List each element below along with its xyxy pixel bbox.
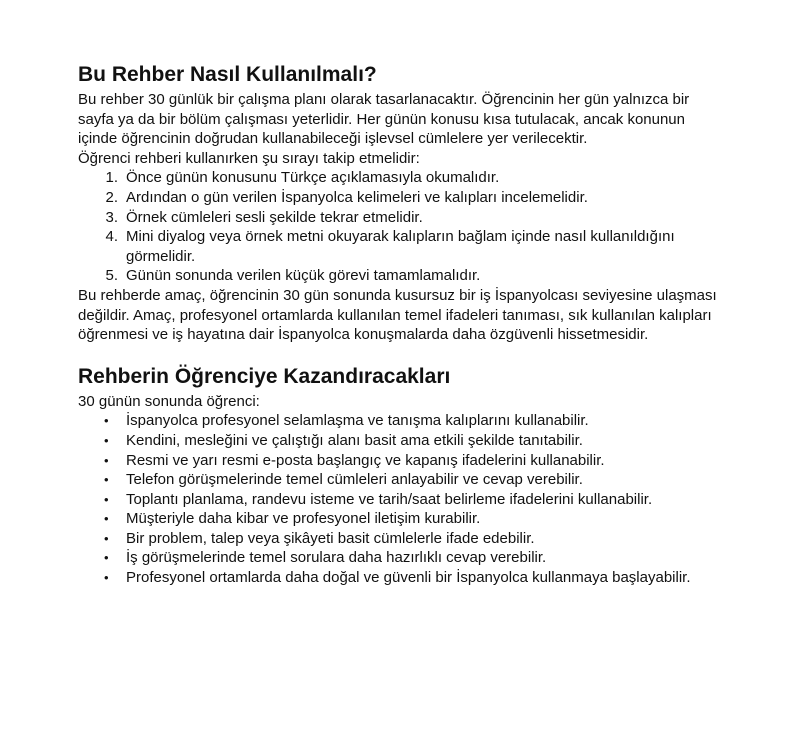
- benefit-text: Bir problem, talep veya şikâyeti basit cümlelerle ifade edebilir.: [126, 529, 535, 547]
- intro-paragraph: Bu rehber 30 günlük bir çalışma planı olarak tasarlanacaktır. Öğrencinin her gün yalnızca bir sayfa ya da bir bölüm çalışması yeterlidir. Her günün konusu kısa tutulacak, ancak konunun içinde öğrencinin doğrudan kullanabileceği işlevsel cümlelere yer verilecektir.: [78, 91, 690, 148]
- benefit-item: [78, 529, 718, 549]
- step-number: 2.: [105, 188, 118, 206]
- step-item: [78, 168, 718, 188]
- bullet-icon: •: [104, 432, 109, 448]
- document-page: [78, 60, 718, 588]
- step-text: Ardından o gün verilen İspanyolca kelimeleri ve kalıpları incelemelidir.: [126, 188, 588, 206]
- benefit-item: [78, 411, 718, 431]
- step-text: Önce günün konusunu Türkçe açıklamasıyla okumalıdır.: [126, 169, 500, 187]
- benefit-text: Müşteriyle daha kibar ve profesyonel iletişim kurabilir.: [126, 510, 481, 528]
- benefit-text: İspanyolca profesyonel selamlaşma ve tanışma kalıplarını kullanabilir.: [126, 412, 589, 430]
- steps-intro: Öğrenci rehberi kullanırken şu sırayı takip etmelidir:: [78, 149, 420, 167]
- benefit-item: [78, 470, 718, 490]
- step-number: 3.: [105, 208, 118, 226]
- step-text: Örnek cümleleri sesli şekilde tekrar etmelidir.: [126, 208, 423, 226]
- bullet-icon: •: [104, 413, 109, 429]
- bullet-icon: •: [104, 491, 109, 507]
- benefit-text: İş görüşmelerinde temel sorulara daha hazırlıklı cevap verebilir.: [126, 549, 547, 567]
- benefit-text: Resmi ve yarı resmi e-posta başlangıç ve kapanış ifadelerini kullanabilir.: [126, 451, 605, 469]
- steps-list: [78, 168, 718, 286]
- benefits-section: [78, 362, 718, 588]
- step-item: [78, 208, 718, 228]
- step-number: 5.: [105, 267, 118, 285]
- section-heading-benefits: Rehberin Öğrenciye Kazandıracakları: [78, 364, 451, 388]
- benefit-text: Kendini, mesleğini ve çalıştığı alanı basit ama etkili şekilde tanıtabilir.: [126, 431, 583, 449]
- benefit-item: [78, 568, 718, 588]
- section-heading-how-to-use: Bu Rehber Nasıl Kullanılmalı?: [78, 63, 377, 86]
- benefit-item: [78, 490, 718, 510]
- benefit-text: Telefon görüşmelerinde temel cümleleri anlayabilir ve cevap verebilir.: [126, 471, 583, 489]
- step-number: 1.: [105, 169, 118, 187]
- conclusion-paragraph: Bu rehberde amaç, öğrencinin 30 gün sonunda kusursuz bir iş İspanyolcası seviyesine ulaşması değildir. Amaç, profesyonel ortamlarda kullanılan temel ifadeleri tanıması, sık kullanılan kalıpları öğrenmesi ve iş hayatına dair İspanyolca konuşmalarda daha özgüvenli hissetmesidir.: [78, 286, 717, 344]
- bullet-icon: •: [104, 570, 109, 586]
- step-text: Günün sonunda verilen küçük görevi tamamlamalıdır.: [126, 267, 481, 285]
- step-item: [78, 266, 718, 286]
- benefit-item: [78, 451, 718, 471]
- benefit-text: Profesyonel ortamlarda daha doğal ve güvenli bir İspanyolca kullanmaya başlayabilir.: [126, 569, 691, 587]
- bullet-icon: •: [104, 452, 109, 468]
- bullet-icon: •: [104, 550, 109, 566]
- bullet-icon: •: [104, 530, 109, 546]
- benefit-item: [78, 509, 718, 529]
- step-item: [78, 227, 718, 266]
- step-item: [78, 188, 718, 208]
- benefit-text: Toplantı planlama, randevu isteme ve tarih/saat belirleme ifadelerini kullanabilir.: [126, 490, 653, 508]
- benefits-intro: 30 günün sonunda öğrenci:: [78, 392, 260, 410]
- benefit-item: [78, 431, 718, 451]
- bullet-icon: •: [104, 472, 109, 488]
- bullet-icon: •: [104, 511, 109, 527]
- step-text: Mini diyalog veya örnek metni okuyarak kalıpların bağlam içinde nasıl kullanıldığını görmelidir.: [126, 228, 675, 265]
- benefit-item: [78, 548, 718, 568]
- step-number: 4.: [105, 228, 118, 246]
- benefits-list: [78, 411, 718, 587]
